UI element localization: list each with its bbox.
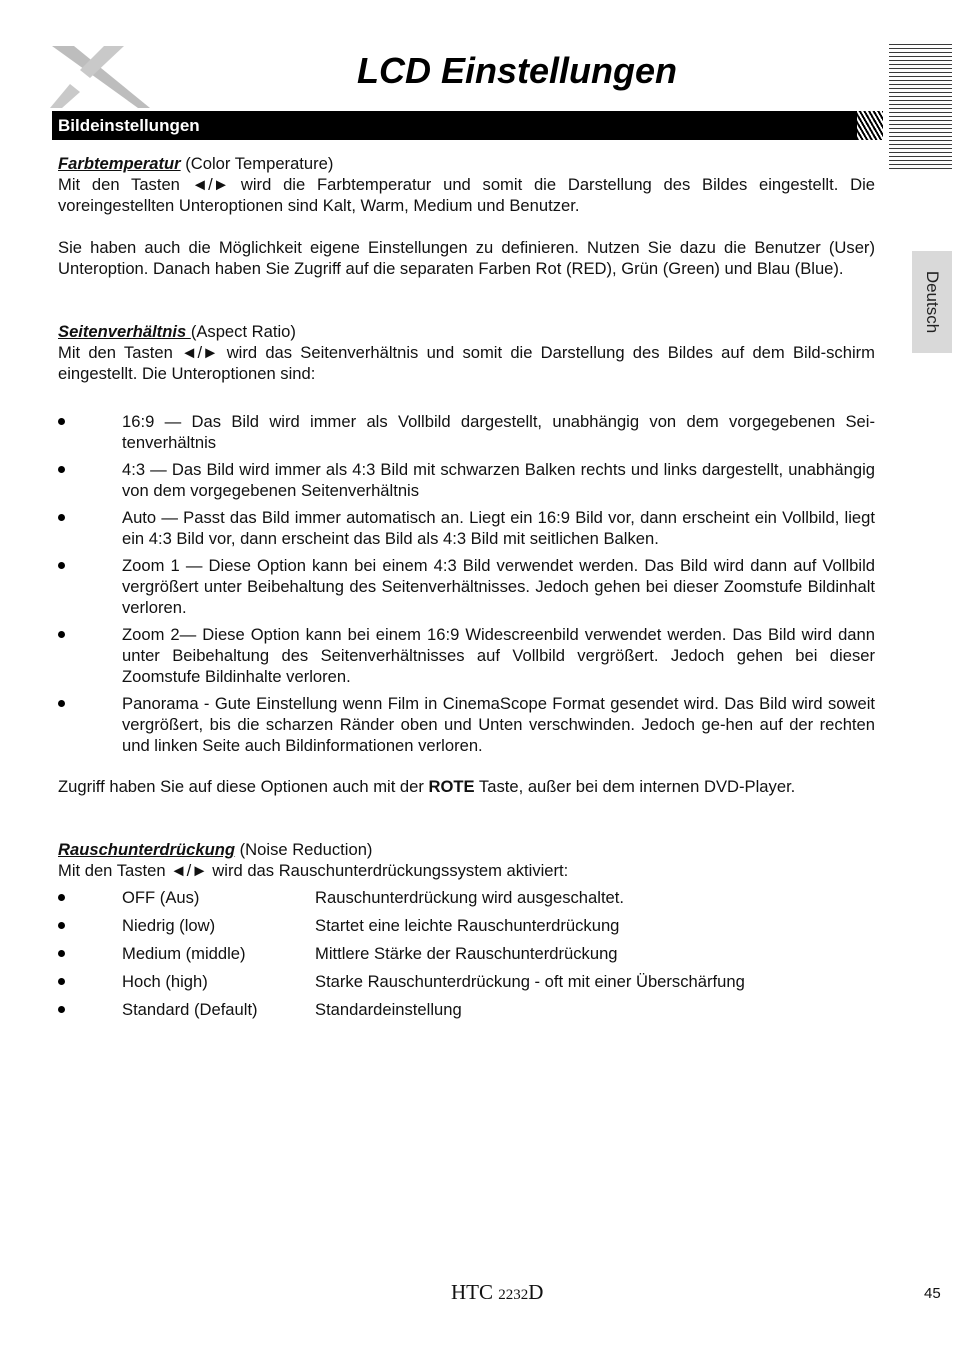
bullet-icon [58,1006,65,1013]
bullet-icon [58,466,65,473]
page-title: LCD Einstellungen [356,50,677,91]
list-item: Zoom 2— Diese Option kann bei einem 16:9 Widescreenbild verwendet werden. Das Bild wird dann unter Beibehaltung des Seitenverhältnisses auf Vollbild vergrößert. Jedoch gehen bei dieser Zoomstufe Bildinhalte verloren. [58,624,875,687]
seitenverhaeltnis-heading-line [58,321,875,342]
list-item: Zoom 1 — Diese Option kann bei einem 4:3 Bild verwendet werden. Das Bild wird dann auf Vollbild vergrößert unter Beibehaltung des Seitenverhältnisses. Jedoch gehen bei dieser Zoomstufe Bildinhalt verloren. [58,555,875,618]
decorative-stripes [889,44,952,172]
aspect-ratio-list [58,411,875,756]
language-tab [912,251,952,353]
bullet-icon [58,562,65,569]
bullet-icon [58,700,65,707]
farbtemperatur-heading: Farbtemperatur [58,154,181,173]
section-title-bar: Bildeinstellungen [52,111,857,140]
list-item: Medium (middle) Mittlere Stärke der Rauschunterdrückung [58,943,875,971]
bullet-icon [58,978,65,985]
list-item: Niedrig (low) Startet eine leichte Rauschunterdrückung [58,915,875,943]
seitenverhaeltnis-heading-suffix: (Aspect Ratio) [190,322,296,341]
rote-taste-note: Zugriff haben Sie auf diese Optionen auch mit der ROTE Taste, außer bei dem internen DVD-Player. [58,777,796,796]
bullet-icon [58,950,65,957]
list-item: Auto — Passt das Bild immer automatisch an. Liegt ein 16:9 Bild vor, dann erscheint ein Vollbild, liegt ein 4:3 Bild vor, dann erscheint das Bild als 4:3 Bild mit seitlichen Balken. [58,507,875,549]
list-item: Panorama - Gute Einstellung wenn Film in CinemaScope Format gesendet wird. Das Bild wird soweit vergrößert, bis die scharzen Ränder oben und Unten verschwinden. Jedoch ge-hen auf der rechten und linken Seite auch Bildinformationen verloren. [58,693,875,756]
farbtemperatur-heading-suffix: (Color Temperature) [180,154,334,173]
rausch-heading: Rauschunterdrückung [58,840,236,859]
rausch-heading-suffix: (Noise Reduction) [235,840,373,859]
rausch-intro: Mit den Tasten ◄/► wird das Rauschunterdrückungssystem aktiviert: [58,861,569,880]
list-item: 4:3 — Das Bild wird immer als 4:3 Bild mit schwarzen Balken rechts und links dargestellt, unabhängig von dem vorgegebenen Seitenverhältnis [58,459,875,501]
seitenverhaeltnis-intro: Mit den Tasten ◄/► wird das Seitenverhältnis und somit die Darstellung des Bildes auf dem Bild-schirm eingestellt. Die Unteroptionen sind: [58,343,875,383]
rote-label: ROTE [428,777,475,796]
seitenverhaeltnis-heading: Seitenverhältnis [58,322,191,341]
bullet-icon [58,894,65,901]
language-tab-label: Deutsch [923,270,942,334]
noise-reduction-list [58,887,875,1027]
list-item: Standard (Default) Standardeinstellung [58,999,875,1027]
list-item: 16:9 — Das Bild wird immer als Vollbild dargestellt, unabhängig von dem vorgegebenen Sei-tenverhältnis [58,411,875,453]
farbtemperatur-para1: Mit den Tasten ◄/► wird die Farbtemperatur und somit die Darstellung des Bildes eingestellt. Die voreingestellten Unteroptionen sind Kalt, Warm, Medium und Benutzer. [58,175,875,215]
page-number: 45 [924,1285,941,1302]
list-item: Hoch (high) Starke Rauschunterdrückung - oft mit einer Überschärfung [58,971,875,999]
farbtemperatur-heading-line [58,153,875,174]
section-bar-dither [843,111,883,140]
list-item: OFF (Aus) Rauschunterdrückung wird ausgeschaltet. [58,887,875,915]
bullet-icon [58,418,65,425]
farbtemperatur-para2: Sie haben auch die Möglichkeit eigene Einstellungen zu definieren. Nutzen Sie dazu die Benutzer (User) Unteroption. Danach haben Sie Zugriff auf die separaten Farben Rot (RED), Grün (Green) und Blau (Blue). [58,238,875,278]
footer-model-name: HTC 2232D [451,1280,544,1304]
document-content [58,153,875,1027]
bullet-icon [58,514,65,521]
rausch-heading-line [58,839,875,860]
bullet-icon [58,631,65,638]
bullet-icon [58,922,65,929]
